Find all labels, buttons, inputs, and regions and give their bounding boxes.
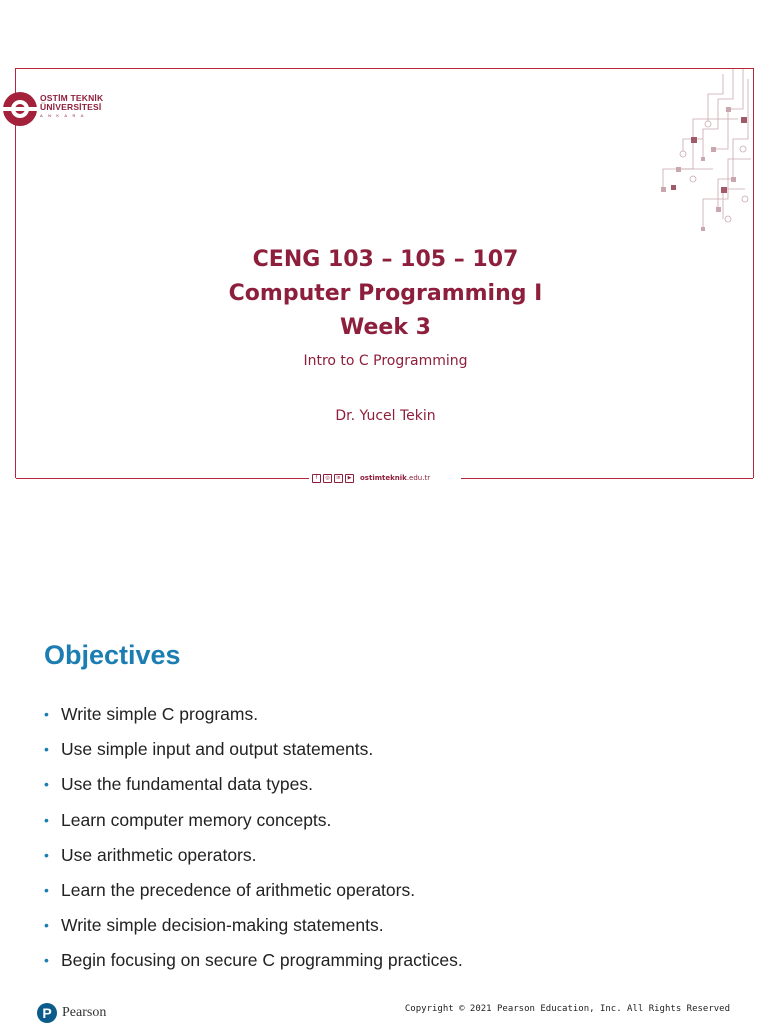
copyright-notice: Copyright © 2021 Pearson Education, Inc. All Rights Reserved — [404, 1004, 730, 1014]
bullet-icon: • — [44, 881, 49, 898]
footer-line-left — [16, 478, 309, 479]
publisher-logo — [37, 1003, 106, 1023]
list-item: • Write simple decision-making statements. — [44, 915, 384, 936]
list-item: • Use arithmetic operators. — [44, 844, 257, 865]
objectives-heading: Objectives — [44, 640, 181, 670]
bullet-icon: • — [44, 741, 49, 758]
bullet-icon: • — [44, 776, 49, 793]
circuit-decoration — [633, 69, 753, 239]
linkedin-icon[interactable]: in — [334, 474, 343, 483]
week-label: Week 3 — [340, 315, 431, 340]
university-name: OSTİM TEKNİK ÜNİVERSİTESİ — [40, 93, 104, 112]
university-logo-icon — [1, 87, 39, 131]
university-logo — [1, 87, 121, 131]
list-item: • Use the fundamental data types. — [44, 774, 313, 795]
bullet-icon: • — [44, 846, 49, 863]
instagram-icon[interactable]: ◎ — [323, 474, 332, 483]
list-item: • Write simple C programs. — [44, 704, 259, 724]
pearson-logo-icon — [37, 1003, 57, 1023]
bullet-icon: • — [44, 706, 49, 722]
svg-text:P: P — [42, 1005, 52, 1021]
list-item: • Use simple input and output statements. — [44, 739, 374, 760]
title-slide — [15, 68, 754, 482]
course-code: CENG 103 – 105 – 107 — [252, 247, 519, 272]
publisher-name: Pearson — [62, 1005, 107, 1020]
objectives-list — [44, 702, 463, 984]
facebook-icon[interactable]: f — [312, 474, 321, 483]
list-item: • Learn the precedence of arithmetic operators. — [44, 879, 416, 900]
footer-line-right — [461, 478, 753, 479]
bullet-icon: • — [44, 917, 49, 934]
course-name: Computer Programming I — [228, 281, 543, 306]
list-item: • Begin focusing on secure C programming practices. — [44, 950, 463, 971]
author-name: Dr. Yucel Tekin — [335, 408, 436, 424]
social-footer — [312, 472, 458, 484]
website-link[interactable]: ostimteknik.edu.tr — [360, 474, 431, 482]
youtube-icon[interactable]: ▶ — [345, 474, 354, 483]
slide-title — [16, 243, 755, 345]
slide-subtitle: Intro to C Programming — [303, 353, 468, 369]
list-item: • Learn computer memory concepts. — [44, 809, 332, 830]
bullet-icon: • — [44, 952, 49, 969]
university-city: ANKARA — [40, 113, 89, 118]
bullet-icon: • — [44, 811, 49, 828]
